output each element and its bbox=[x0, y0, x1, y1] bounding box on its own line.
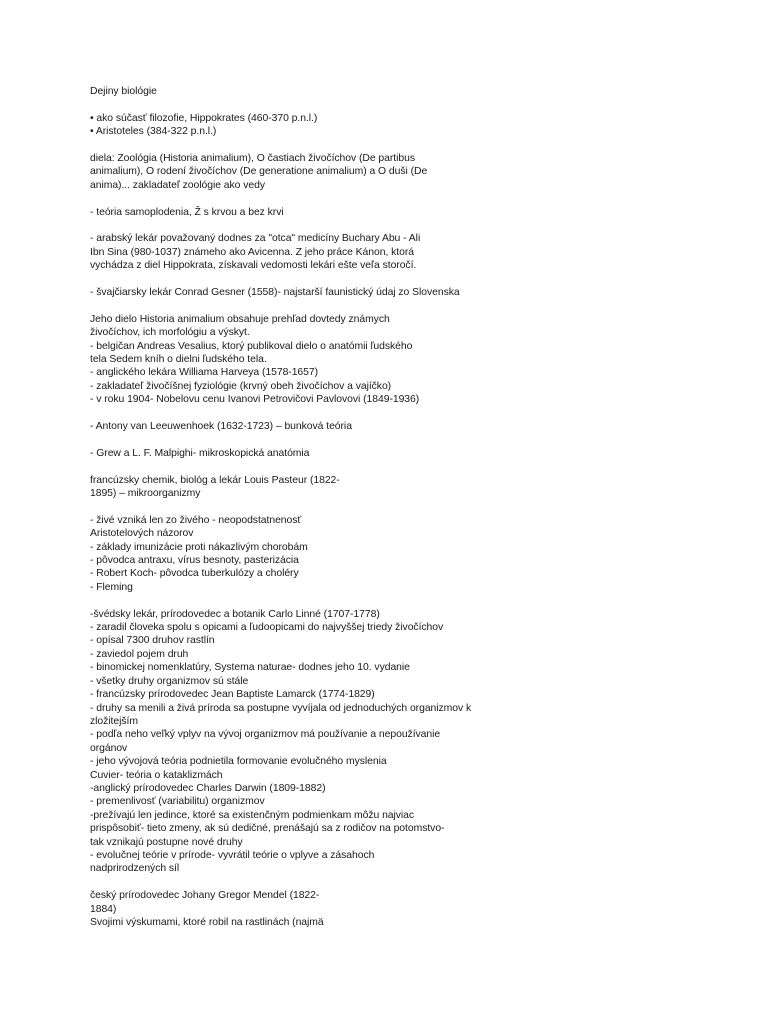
text-line: Cuvier- teória o kataklizmách bbox=[90, 769, 223, 781]
text-line: Jeho dielo Historia animalium obsahuje prehľad dovtedy známych bbox=[90, 313, 390, 325]
text-line: prispôsobiť- tieto zmeny, ak sú dedičné, prenášajú sa z rodičov na potomstvo- bbox=[90, 823, 445, 835]
text-line: - v roku 1904- Nobelovu cenu Ivanovi Petrovičovi Pavlovovi (1849-1936) bbox=[90, 394, 420, 406]
document-title: Dejiny biológie bbox=[90, 86, 157, 97]
text-line: Svojimi výskumami, ktoré robil na rastlinách (najmä bbox=[90, 917, 324, 928]
document-body bbox=[90, 85, 500, 929]
text-line: Aristotelových názorov bbox=[90, 528, 194, 540]
text-line: - jeho vývojová teória podnietila formovanie evolučného myslenia bbox=[90, 756, 387, 768]
text-line: -prežívajú len jedince, ktoré sa existenčným podmienkam môžu najviac bbox=[90, 809, 415, 821]
text-line: - pôvodca antraxu, vírus besnoty, pasterizácia bbox=[90, 555, 299, 567]
text-line: animalium), O rodení živočíchov (De generatione animalium) a O duši (De bbox=[90, 166, 428, 178]
text-line: tela Sedem kníh o dielni ľudského tela. bbox=[90, 354, 267, 366]
text-line: tak vznikajú postupne nové druhy bbox=[90, 836, 243, 848]
text-line: - základy imunizácie proti nákazlivým chorobám bbox=[90, 541, 308, 553]
text-line: - arabský lekár považovaný dodnes za "otca" medicíny Buchary Abu - Ali bbox=[90, 233, 421, 245]
text-line: • Aristoteles (384-322 p.n.l.) bbox=[90, 126, 217, 138]
text-line: - druhy sa menili a živá príroda sa postupne vyvíjala od jednoduchých organizmov k bbox=[90, 702, 472, 714]
text-line: - opísal 7300 druhov rastlín bbox=[90, 635, 215, 647]
text-line: - živé vzniká len zo živého - neopodstatnenosť bbox=[90, 514, 302, 526]
text-line: orgánov bbox=[90, 742, 128, 754]
text-line: francúzsky chemik, biológ a lekár Louis Pasteur (1822- bbox=[90, 474, 340, 486]
text-line: - binomickej nomenklatúry, Systema naturae- dodnes jeho 10. vydanie bbox=[90, 662, 410, 674]
text-line: - zakladateľ živočíšnej fyziológie (krvný obeh živočíchov a vajíčko) bbox=[90, 380, 392, 392]
text-line: Ibn Sina (980-1037) známeho ako Avicenna. Z jeho práce Kánon, ktorá bbox=[90, 246, 414, 258]
blank-line bbox=[90, 407, 500, 420]
text-line: živočíchov, ich morfológiu a výskyt. bbox=[90, 327, 250, 339]
blank-line bbox=[90, 273, 500, 286]
blank-line bbox=[90, 139, 500, 152]
blank-line bbox=[90, 460, 500, 473]
text-line: - teória samoplodenia, Ž s krvou a bez krvi bbox=[90, 206, 284, 218]
blank-line bbox=[90, 500, 500, 513]
text-line: - Robert Koch- pôvodca tuberkulózy a choléry bbox=[90, 568, 299, 580]
text-line: nadprirodzených síl bbox=[90, 863, 180, 875]
text-line: -anglický prírodovedec Charles Darwin (1809-1882) bbox=[90, 782, 326, 794]
text-line: diela: Zoológia (Historia animalium), O častiach živočíchov (De partibus bbox=[90, 153, 415, 164]
text-line: - Fleming bbox=[90, 581, 133, 593]
blank-line bbox=[90, 594, 500, 607]
text-line: - francúzsky prírodovedec Jean Baptiste Lamarck (1774-1829) bbox=[90, 689, 375, 701]
text-line: zložitejším bbox=[90, 715, 138, 727]
text-line: český prírodovedec Johany Gregor Mendel (1822- bbox=[90, 890, 320, 902]
text-line: -švédsky lekár, prírodovedec a botanik Carlo Linné (1707-1778) bbox=[90, 608, 380, 620]
text-line: • ako súčasť filozofie, Hippokrates (460-370 p.n.l.) bbox=[90, 112, 318, 124]
text-line: - zaviedol pojem druh bbox=[90, 648, 189, 660]
text-line: - Antony van Leeuwenhoek (1632-1723) – bunková teória bbox=[90, 421, 352, 433]
text-line: - všetky druhy organizmov sú stále bbox=[90, 675, 249, 687]
blank-line bbox=[90, 98, 500, 111]
text-line: - podľa neho veľký vplyv na vývoj organizmov má používanie a nepoužívanie bbox=[90, 729, 441, 741]
text-line: - Grew a L. F. Malpighi- mikroskopická anatómia bbox=[90, 447, 310, 459]
text-line: anima)... zakladateľ zoológie ako vedy bbox=[90, 179, 265, 191]
text-line: - premenlivosť (variabilitu) organizmov bbox=[90, 796, 265, 808]
text-line: - evolučnej teórie v prírode- vyvrátil teórie o vplyve a zásahoch bbox=[90, 849, 375, 861]
blank-line bbox=[90, 192, 500, 205]
blank-line bbox=[90, 219, 500, 232]
text-line: 1895) – mikroorganizmy bbox=[90, 488, 201, 500]
text-line: vychádza z diel Hippokrata, získavali vedomosti lekári ešte veľa storočí. bbox=[90, 260, 417, 272]
text-line: - anglického lekára Williama Harveya (1578-1657) bbox=[90, 367, 319, 379]
blank-line bbox=[90, 876, 500, 889]
text-line: - zaradil človeka spolu s opicami a ľudoopicami do najvyššej triedy živočíchov bbox=[90, 622, 444, 634]
text-line: - švajčiarsky lekár Conrad Gesner (1558)- najstarší faunistický údaj zo Slovenska bbox=[90, 287, 460, 299]
blank-line bbox=[90, 433, 500, 446]
text-line: 1884) bbox=[90, 903, 117, 915]
blank-line bbox=[90, 299, 500, 312]
text-line: - belgičan Andreas Vesalius, ktorý publikoval dielo o anatómii ľudského bbox=[90, 340, 413, 352]
